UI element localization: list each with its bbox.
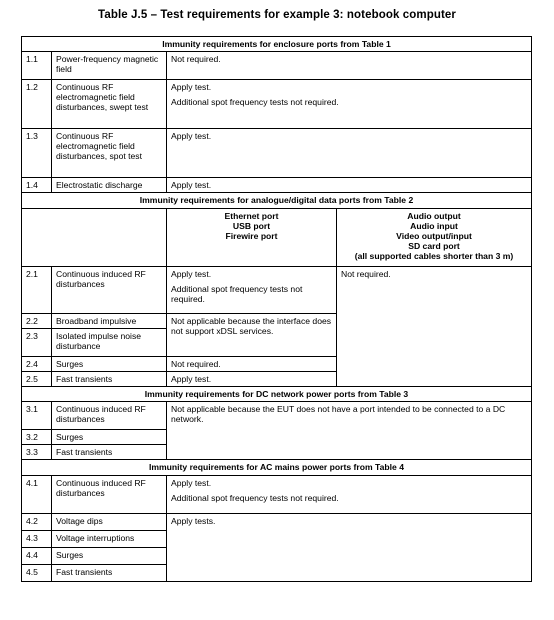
table-row [22,402,532,430]
row-number: 1.1 [22,52,52,80]
ac-ports-requirement: Apply tests. [167,514,532,582]
test-name: Isolated impulse noise disturbance [52,329,167,357]
table-title: Table J.5 – Test requirements for example 3: notebook computer [98,9,456,21]
section-header-row [22,193,532,209]
requirement-line: Apply test. [171,269,212,279]
requirement: Not required. [167,357,337,372]
requirement-line: Apply test. [171,478,212,488]
test-name: Electrostatic discharge [52,178,167,193]
row-number: 4.3 [22,531,52,548]
port-label: USB port [232,221,271,231]
port-label: (all supported cables shorter than 3 m) [354,251,514,261]
column-header-data-ports [167,209,337,267]
row-number: 2.5 [22,372,52,387]
column-header-av-ports [337,209,532,267]
port-label: Audio output [407,211,461,221]
requirement-line: Additional spot frequency tests not required. [171,97,339,107]
row-number: 1.4 [22,178,52,193]
row-number: 3.1 [22,402,52,430]
test-name: Continuous induced RF disturbances [52,476,167,514]
port-label: Video output/input [396,231,472,241]
section-header-row [22,37,532,52]
port-label: Audio input [410,221,458,231]
test-name: Continuous RF electromagnetic field disturbances, spot test [52,129,167,178]
row-number: 2.3 [22,329,52,357]
requirement: Apply test. [167,372,337,387]
av-ports-requirement: Not required. [337,267,532,387]
row-number: 4.5 [22,565,52,582]
section-header-row [22,460,532,476]
requirement-line: Additional spot frequency tests not required. [171,493,339,503]
row-number: 4.4 [22,548,52,565]
table-row [22,129,532,178]
dc-ports-requirement: Not applicable because the EUT does not have a port intended to be connected to a DC network. [167,402,532,460]
empty-header-cell [22,209,167,267]
section-1-header: Immunity requirements for enclosure ports from Table 1 [22,37,532,52]
table-row [22,178,532,193]
row-number: 2.1 [22,267,52,314]
column-header-row [22,209,532,267]
table-row [22,80,532,129]
test-name: Surges [52,357,167,372]
row-number: 2.4 [22,357,52,372]
requirement: Apply test. [167,129,532,178]
requirement: Not applicable because the interface does not support xDSL services. [167,314,337,357]
requirement [167,80,532,129]
test-name: Power-frequency magnetic field [52,52,167,80]
requirement-line: Apply test. [171,82,212,92]
row-number: 3.3 [22,445,52,460]
requirement [167,476,532,514]
requirement: Apply test. [167,178,532,193]
table-row [22,476,532,514]
test-name: Continuous RF electromagnetic field disturbances, swept test [52,80,167,129]
requirement: Not required. [167,52,532,80]
port-label: Firewire port [225,231,278,241]
test-name: Surges [52,430,167,445]
test-name: Broadband impulsive [52,314,167,329]
test-name: Fast transients [52,565,167,582]
requirement-line: Additional spot frequency tests not required. [171,284,303,304]
section-2-header: Immunity requirements for analogue/digital data ports from Table 2 [22,193,532,209]
row-number: 4.1 [22,476,52,514]
test-name: Voltage dips [52,514,167,531]
test-name: Voltage interruptions [52,531,167,548]
section-header-row [22,387,532,402]
row-number: 1.2 [22,80,52,129]
port-label: Ethernet port [224,211,279,221]
test-name: Fast transients [52,372,167,387]
test-name: Fast transients [52,445,167,460]
row-number: 3.2 [22,430,52,445]
table-row [22,52,532,80]
table-row [22,514,532,531]
requirement [167,267,337,314]
test-name: Continuous induced RF disturbances [52,267,167,314]
test-name: Surges [52,548,167,565]
row-number: 2.2 [22,314,52,329]
table-row [22,267,532,314]
row-number: 1.3 [22,129,52,178]
port-label: SD card port [408,241,460,251]
row-number: 4.2 [22,514,52,531]
test-requirements-table [21,36,532,582]
section-4-header: Immunity requirements for AC mains power ports from Table 4 [22,460,532,476]
section-3-header: Immunity requirements for DC network power ports from Table 3 [22,387,532,402]
test-name: Continuous induced RF disturbances [52,402,167,430]
